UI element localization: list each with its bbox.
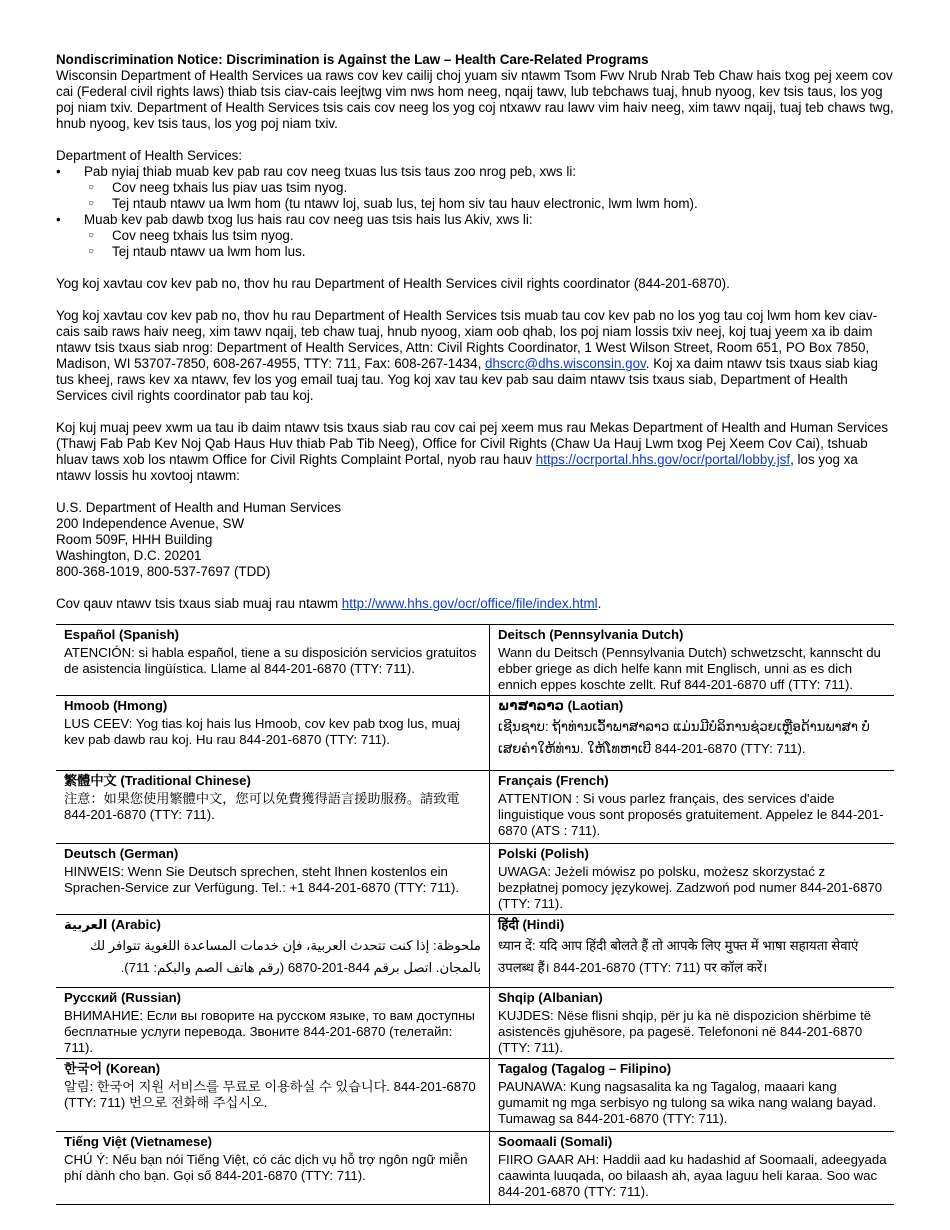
language-text: KUJDES: Nëse flisni shqip, për ju ka në dispozicion shërbime të asistencës gjuhësore, pa pagesë. Telefononi në 844-201-6870 (TTY: 711).: [498, 1008, 872, 1055]
address-line: 200 Independence Avenue, SW: [56, 516, 245, 531]
services-list: [56, 164, 896, 260]
language-text: 알림: 한국어 지원 서비스를 무료로 이용하실 수 있습니다. 844-201-6870 (TTY: 711) 번으로 전화해 주십시오.: [64, 1079, 476, 1110]
language-cell-somali: [490, 1132, 895, 1205]
notice-title: Nondiscrimination Notice: Discrimination is Against the Law – Health Care-Related Programs: [56, 52, 649, 67]
language-cell-pennsylvania-dutch: [490, 625, 895, 696]
language-cell-german: [56, 844, 490, 915]
language-text: FIIRO GAAR AH: Haddii aad ku hadashid af Soomaali, adeegyada caawinta luuqada, oo bilaash ah, ayaa laguu heli karaa. Soo wac 844-201-6870 (TTY: 711).: [498, 1152, 887, 1199]
language-text: ATTENTION : Si vous parlez français, des services d'aide linguistique vous sont proposés gratuitement. Appelez le 844-201-6870 (ATS : 711).: [498, 791, 884, 838]
language-text: HINWEIS: Wenn Sie Deutsch sprechen, steht Ihnen kostenlos ein Sprachen-Service zur Verfügung. Tel.: +1 844-201-6870 (TTY: 711).: [64, 864, 459, 895]
hhs-address: [56, 500, 896, 580]
language-cell-hindi: [490, 915, 895, 988]
language-assistance-table: [56, 624, 894, 1205]
language-cell-vietnamese: [56, 1132, 490, 1205]
language-cell-albanian: [490, 988, 895, 1059]
language-name: Русский (Russian): [64, 990, 182, 1005]
address-line: Room 509F, HHH Building: [56, 532, 213, 547]
sub-list-item: ○ Tej ntaub ntawv ua lwm hom lus.: [84, 244, 896, 260]
language-cell-polish: [490, 844, 895, 915]
language-cell-spanish: [56, 625, 490, 696]
forms-text: Cov qauv ntawv tsis txaus siab muaj rau ntawm: [56, 596, 342, 611]
sub-list-item: ○ Cov neeg txhais lus piav uas tsim nyog.: [84, 180, 896, 196]
language-cell-laotian: [490, 696, 895, 771]
bullet-text: Pab nyiaj thiab muab kev pab rau cov neeg txuas lus tsis taus zoo nrog peb, xws li:: [84, 164, 577, 179]
notice-intro: Wisconsin Department of Health Services ua raws cov kev cailij choj yuam siv ntawm Tsom Fwv Nrub Nrab Teb Chaw hais txog pej xeem cov cai (Federal civil rights laws) thiab tsis ciav-cais leejtwg vim nws hom neeg, nqaij tawv, lub tebchaws tuaj, hnub nyoog, kev tsis taus, los yog poj niam txiv. Department of Health Services tsis cais cov neeg los yog coj ntxawv rau lawv vim haiv neeg, xim tawv nqaij, tuaj teb chaws twg, hnub nyoog, kev tsis taus, los yog poj niam txiv.: [56, 68, 894, 131]
list-item: [56, 164, 896, 212]
language-name: Polski (Polish): [498, 846, 589, 861]
language-name: हिंदी (Hindi): [498, 917, 565, 932]
nondiscrimination-notice: [56, 52, 896, 612]
sub-list-item: ○ Cov neeg txhais lus tsim nyog.: [84, 228, 896, 244]
language-name: العربية (Arabic): [64, 917, 161, 932]
grievance-text-end: . Koj xa daim ntawv tsis txaus siab kiag tus kheej, raws kev xa ntawv, fev los yog email tuaj tau. Yog koj xav tau kev pab sau daim ntawv tsis txaus siab, Department of Health Services civil rights coordinator pab tau koj.: [56, 356, 878, 403]
language-text: Wann du Deitsch (Pennsylvania Dutch) schwetzscht, kannscht du ebber griege as dich helfe kann mit Englisch, unni as es dich ennich eppes koschte zellt. Ruf 844-201-6870 uff (TTY: 711).: [498, 645, 881, 692]
grievance-text: Yog koj xavtau cov kev pab no, thov hu rau Department of Health Services tsis muab tau cov kev pab no los yog tau coj lwm hom kev ciav-cais saib raws haiv neeg, xim tawv nqaij, teb chaw tuaj, hnub nyoog, xiam oob qhab, los poj niam lossis txiv neej, koj tuaj yeem xa ib daim ntawv tsis txaus siab nrog: Department of Health Services, Attn: Civil Rights Coordinator, 1 West Wilson Street, Room 651, PO Box 7850, Madison, WI 53707-7850, 608-267-4955, TTY: 711, Fax: 608-267-1434,: [56, 308, 878, 371]
forms-text-end: .: [597, 596, 602, 611]
language-name: Shqip (Albanian): [498, 990, 603, 1005]
address-line: U.S. Department of Health and Human Services: [56, 500, 342, 515]
language-name: ພາສາລາວ (Laotian): [498, 698, 624, 713]
address-line: 800-368-1019, 800-537-7697 (TDD): [56, 564, 271, 579]
bullet-text: Muab kev pab dawb txog lus hais rau cov neeg uas tsis hais lus Akiv, xws li:: [84, 212, 533, 227]
language-cell-tagalog: [490, 1059, 895, 1132]
language-cell-russian: [56, 988, 490, 1059]
sub-list-item: ○ Tej ntaub ntawv ua lwm hom (tu ntawv loj, suab lus, tej hom siv tau hauv electronic, lwm lwm hom).: [84, 196, 896, 212]
dhs-heading: Department of Health Services:: [56, 148, 243, 163]
language-name: Français (French): [498, 773, 609, 788]
address-line: Washington, D.C. 20201: [56, 548, 202, 563]
language-cell-traditional-chinese: [56, 771, 490, 844]
language-name: Tagalog (Tagalog – Filipino): [498, 1061, 672, 1076]
language-text: ملحوظة: إذا كنت تتحدث العربية، فإن خدمات المساعدة اللغوية تتوافر لك بالمجان. اتصل برقم 844-201-6870 (رقم هاتف الصم والبكم: 711).: [90, 938, 481, 975]
language-text: 注意：如果您使用繁體中文，您可以免費獲得語言援助服務。請致電 844-201-6870 (TTY: 711).: [64, 791, 460, 822]
language-text: ध्यान दें: यदि आप हिंदी बोलते हैं तो आपके लिए मुफ्त में भाषा सहायता सेवाएं उपलब्ध हैं। 844-201-6870 (TTY: 711) पर कॉल करें।: [498, 938, 859, 975]
language-cell-hmong: [56, 696, 490, 771]
ocr-text-end: , los yog xa ntawv lossis hu xovtooj ntawm:: [56, 452, 858, 483]
forms-paragraph: [56, 596, 896, 612]
language-cell-french: [490, 771, 895, 844]
language-text: ВНИМАНИЕ: Если вы говорите на русском языке, то вам доступны бесплатные услуги перевода. Звоните 844-201-6870 (телетайп: 711).: [64, 1008, 475, 1055]
ocr-text: Koj kuj muaj peev xwm ua tau ib daim ntawv tsis txaus siab rau cov cai pej xeem mus rau Mekas Department of Health and Human Services (Thawj Fab Pab Kev Noj Qab Haus Huv thiab Pab Tib Neeg), Office for Civil Rights (Chaw Ua Hauj Lwm txog Pej Xeem Cov Cai), tshuab hluav taws xob los ntawm Office for Civil Rights Complaint Portal, nyob rau hauv: [56, 420, 889, 467]
language-text: ເຊີນຊາບ: ຖ້າທ່ານເວົ້າພາສາລາວ ແມ່ນມີບໍລິການຊ່ວຍເຫຼືອດ້ານພາສາ ບໍ່ເສຍຄ່າໃຫ້ທ່ານ. ໃຫ້ໂທຫາເບີ 844-201-6870 (TTY: 711).: [498, 719, 870, 756]
language-text: CHÚ Ý: Nếu bạn nói Tiếng Việt, có các dịch vụ hỗ trợ ngôn ngữ miễn phí dành cho bạn. Gọi số 844-201-6870 (TTY: 711).: [64, 1152, 468, 1183]
contact-line: Yog koj xavtau cov kev pab no, thov hu rau Department of Health Services civil rights coordinator (844-201-6870).: [56, 276, 730, 291]
list-item: [56, 212, 896, 260]
language-name: Hmoob (Hmong): [64, 698, 168, 713]
language-name: 繁體中文 (Traditional Chinese): [64, 773, 251, 788]
grievance-paragraph: [56, 308, 896, 404]
language-cell-korean: [56, 1059, 490, 1132]
language-name: Soomaali (Somali): [498, 1134, 613, 1149]
language-text: LUS CEEV: Yog tias koj hais lus Hmoob, cov kev pab txog lus, muaj kev pab dawb rau koj. Hu rau 844-201-6870 (TTY: 711).: [64, 716, 461, 747]
language-cell-arabic: [56, 915, 490, 988]
language-name: Deitsch (Pennsylvania Dutch): [498, 627, 684, 642]
language-name: 한국어 (Korean): [64, 1061, 161, 1076]
forms-link[interactable]: http://www.hhs.gov/ocr/office/file/index.html: [341, 596, 598, 611]
language-text: UWAGA: Jeżeli mówisz po polsku, możesz skorzystać z bezpłatnej pomocy językowej. Zadzwoń pod numer 844-201-6870 (TTY: 711).: [498, 864, 883, 911]
ocr-portal-link[interactable]: https://ocrportal.hhs.gov/ocr/portal/lobby.jsf: [535, 452, 791, 467]
language-text: PAUNAWA: Kung nagsasalita ka ng Tagalog, maaari kang gumamit ng mga serbisyo ng tulong sa wika nang walang bayad. Tumawag sa 844-201-6870 (TTY: 711).: [498, 1079, 877, 1126]
email-link[interactable]: dhscrc@dhs.wisconsin.gov: [485, 356, 646, 371]
language-name: Tiếng Việt (Vietnamese): [64, 1134, 213, 1149]
language-name: Deutsch (German): [64, 846, 179, 861]
ocr-paragraph: [56, 420, 896, 484]
language-text: ATENCIÓN: si habla español, tiene a su disposición servicios gratuitos de asistencia lingüística. Llame al 844-201-6870 (TTY: 711).: [64, 645, 477, 676]
language-name: Español (Spanish): [64, 627, 180, 642]
